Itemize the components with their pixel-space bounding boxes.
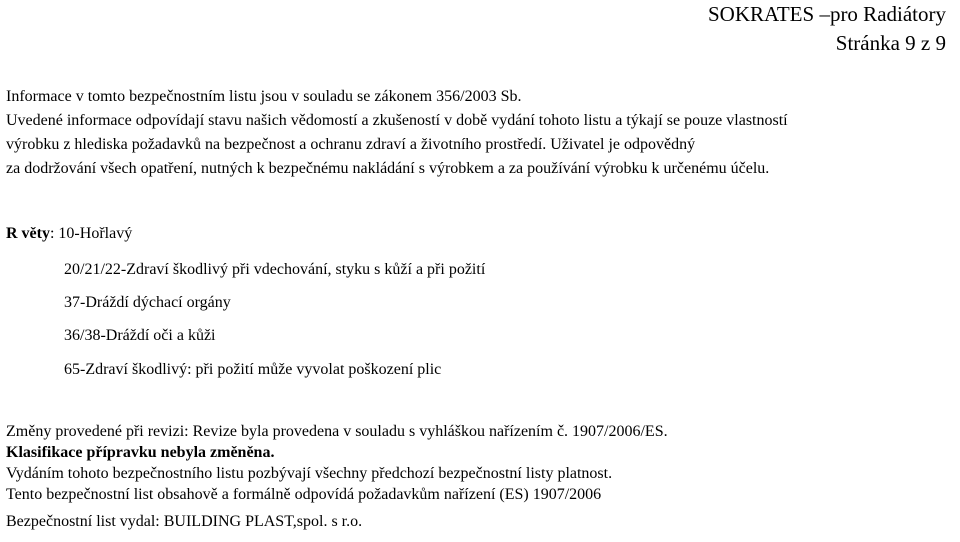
classification-note: Klasifikace přípravku nebyla změněna. xyxy=(6,444,275,461)
r-phrase-item: 65-Zdraví škodlivý: při požití může vyvolat poškození plic xyxy=(64,361,442,378)
r-phrases-heading xyxy=(6,222,132,246)
page-current: 9 xyxy=(905,31,916,55)
page-separator: z xyxy=(920,31,931,55)
intro-line-3: výrobku z hlediska požadavků na bezpečnost a ochranu zdraví a životního prostředí. Uživatel je odpovědný xyxy=(6,136,696,153)
document-title: SOKRATES –pro Radiátory xyxy=(708,2,946,26)
intro-line-1: Informace v tomto bezpečnostním listu jsou v souladu se zákonem 356/2003 Sb. xyxy=(6,88,522,105)
page-number xyxy=(708,29,946,58)
revision-section xyxy=(6,421,668,532)
page-total: 9 xyxy=(935,31,946,55)
r-phrase-item: 37-Dráždí dýchací orgány xyxy=(64,294,231,311)
issuer-note: Bezpečnostní list vydal: BUILDING PLAST,spol. s r.o. xyxy=(6,513,363,530)
intro-line-2: Uvedené informace odpovídají stavu našich vědomostí a zkušeností v době vydání tohoto listu a týkají se pouze vlastností xyxy=(6,112,788,129)
r-phrases-label: R věty xyxy=(6,225,50,242)
r-phrase-item: 20/21/22-Zdraví škodlivý při vdechování, styku s kůží a při požití xyxy=(64,261,486,278)
intro-paragraph xyxy=(6,85,956,181)
intro-line-4: za dodržování všech opatření, nutných k bezpečnému nakládání s výrobkem a za používání výrobku k určenému účelu. xyxy=(6,160,770,177)
compliance-note: Tento bezpečnostní list obsahově a formálně odpovídá požadavkům nařízení (ES) 1907/2006 xyxy=(6,486,602,503)
validity-note: Vydáním tohoto bezpečnostního listu pozbývají všechny předchozí bezpečnostní listy platnost. xyxy=(6,465,613,482)
revision-note: Změny provedené při revizi: Revize byla provedena v souladu s vyhláškou nařízením č. 1907/2006/ES. xyxy=(6,423,668,440)
r-phrase-10: : 10-Hořlavý xyxy=(49,225,133,242)
page-label: Stránka xyxy=(835,31,900,55)
r-phrase-item: 36/38-Dráždí oči a kůži xyxy=(64,327,216,344)
page-header xyxy=(708,0,946,58)
